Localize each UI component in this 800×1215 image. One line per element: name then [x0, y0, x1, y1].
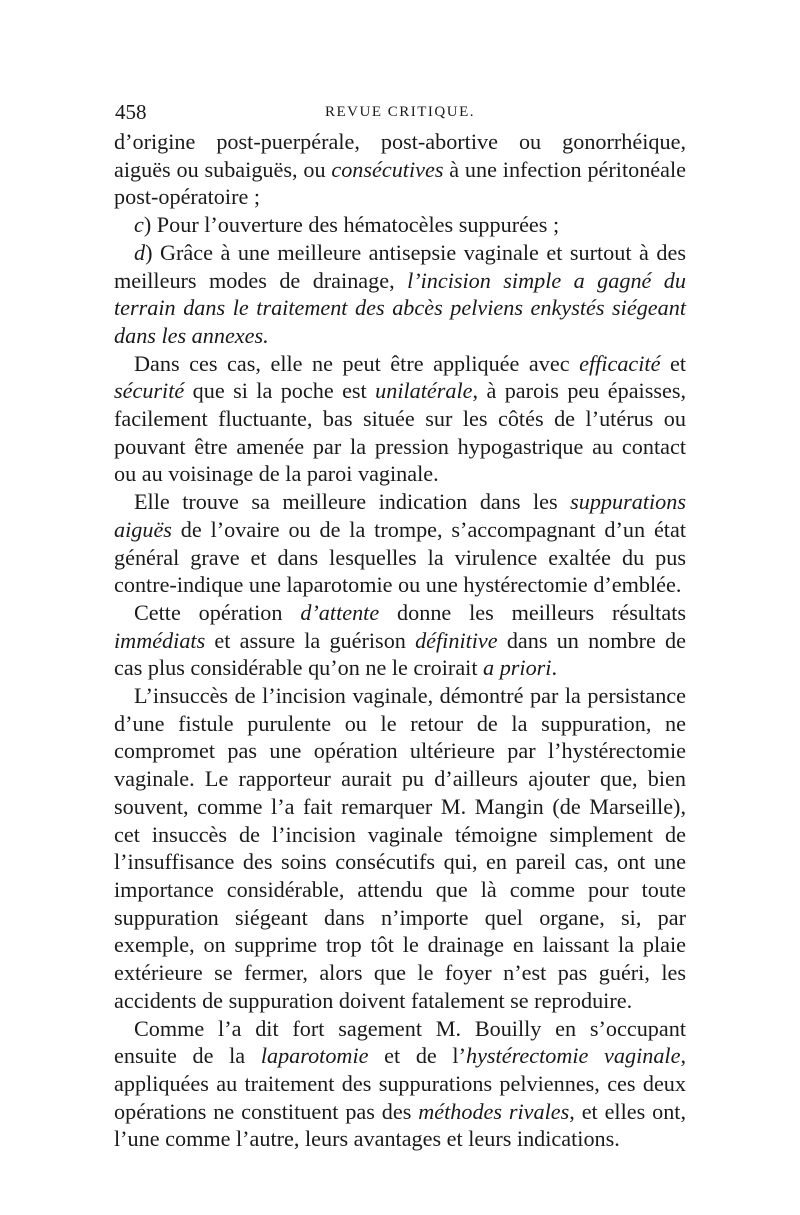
paragraph	[114, 488, 686, 599]
page-header	[115, 100, 685, 126]
text-run: L’insuccès de l’incision vaginale, démontré par la persistance d’une fistule purulente ou le retour de la suppuration, ne compromet pas une opération ultérieure par l’hystérectomie vaginale. Le rapporteur aurait pu d’ailleurs ajouter que, bien souvent, comme l’a fait remarquer M. Mangin (de Marseille), cet insuccès de l’incision vaginale témoigne simplement de l’insuffisance des soins consécutifs qui, en pareil cas, ont une importance considérable, attendu que là comme pour toute suppuration siégeant dans n’importe quel organe, si, par exemple, on supprime trop tôt le drainage en laissant la plaie extérieure se fermer, alors que le foyer n’est pas guéri, les accidents de suppuration doivent fatalement se reproduire.	[114, 683, 686, 1013]
paragraph	[114, 682, 686, 1014]
italic-text-run: l’incision simple a gagné du terrain dans le traitement des abcès pelviens enkystés siégeant dans les annexes.	[114, 267, 686, 348]
italic-text-run: suppurations aiguës	[114, 489, 686, 542]
text-run: et assure la guérison	[205, 627, 416, 653]
text-run: et de l’	[368, 1043, 466, 1069]
text-run: Comme l’a dit fort sagement M. Bouilly en s’occupant ensuite de la	[114, 1015, 686, 1069]
paragraph	[114, 1015, 686, 1154]
text-run: Dans ces cas, elle ne peut être appliquée avec	[134, 350, 580, 376]
text-run: à une infection péritonéale post-opératoire ;	[114, 156, 686, 210]
text-run: que si la poche est	[184, 378, 376, 404]
text-run: d’origine post-puerpérale, post-abortive ou gonorrhéique, aiguës ou subaiguës, ou	[114, 129, 686, 182]
italic-text-run: efficacité	[579, 350, 661, 376]
paragraph	[114, 128, 686, 211]
italic-text-run: définitive	[415, 627, 498, 653]
text-run: , et elles ont, l’une comme l’autre, leurs avantages et leurs indications.	[114, 1098, 686, 1152]
text-run: Elle trouve sa meilleure indication dans les	[134, 489, 571, 515]
text-run: , appliquées au traitement des suppurations pelviennes, ces deux opérations ne constituent pas des	[114, 1043, 686, 1124]
text-run: et	[660, 350, 687, 376]
paragraph	[114, 211, 686, 239]
text-run: de l’ovaire ou de la trompe, s’accompagnant d’un état général grave et dans lesquelles la virulence exaltée du pus contre-indique une laparotomie ou une hystérectomie d’emblée.	[114, 516, 686, 598]
italic-text-run: a priori	[483, 655, 552, 681]
italic-text-run: sécurité	[114, 378, 185, 404]
text-run: .	[551, 655, 558, 681]
running-title: REVUE CRITIQUE.	[325, 104, 475, 120]
italic-text-run: immédiats	[114, 627, 206, 653]
page-number: 458	[115, 100, 147, 124]
text-run: ) Pour l’ouverture des hématocèles suppurées ;	[143, 212, 560, 238]
paragraph	[114, 599, 686, 682]
italic-text-run: laparotomie	[260, 1043, 369, 1069]
italic-text-run: consécutives	[331, 156, 444, 182]
italic-text-run: d	[134, 239, 146, 265]
paragraph	[114, 350, 686, 489]
text-run: Cette opération	[134, 599, 301, 625]
italic-text-run: hystérectomie vaginale	[465, 1043, 681, 1069]
text-run: donne les meilleurs résultats	[379, 599, 686, 625]
paragraph	[114, 239, 686, 350]
italic-text-run: méthodes rivales	[418, 1098, 570, 1124]
italic-text-run: d’attente	[300, 599, 380, 625]
italic-text-run: c	[134, 212, 144, 238]
body-text	[114, 128, 686, 1153]
text-run: dans un nombre de cas plus considérable qu’on ne le croirait	[114, 627, 686, 681]
italic-text-run: unilatérale	[375, 378, 473, 404]
text-run: , à parois peu épaisses, facilement fluctuante, bas située sur les côtés de l’utérus ou pouvant être amenée par la pression hypogastrique au contact ou au voisinage de la paroi vaginale.	[114, 378, 686, 487]
text-run: ) Grâce à une meilleure antisepsie vaginale et surtout à des meilleurs modes de drainage,	[114, 239, 686, 293]
